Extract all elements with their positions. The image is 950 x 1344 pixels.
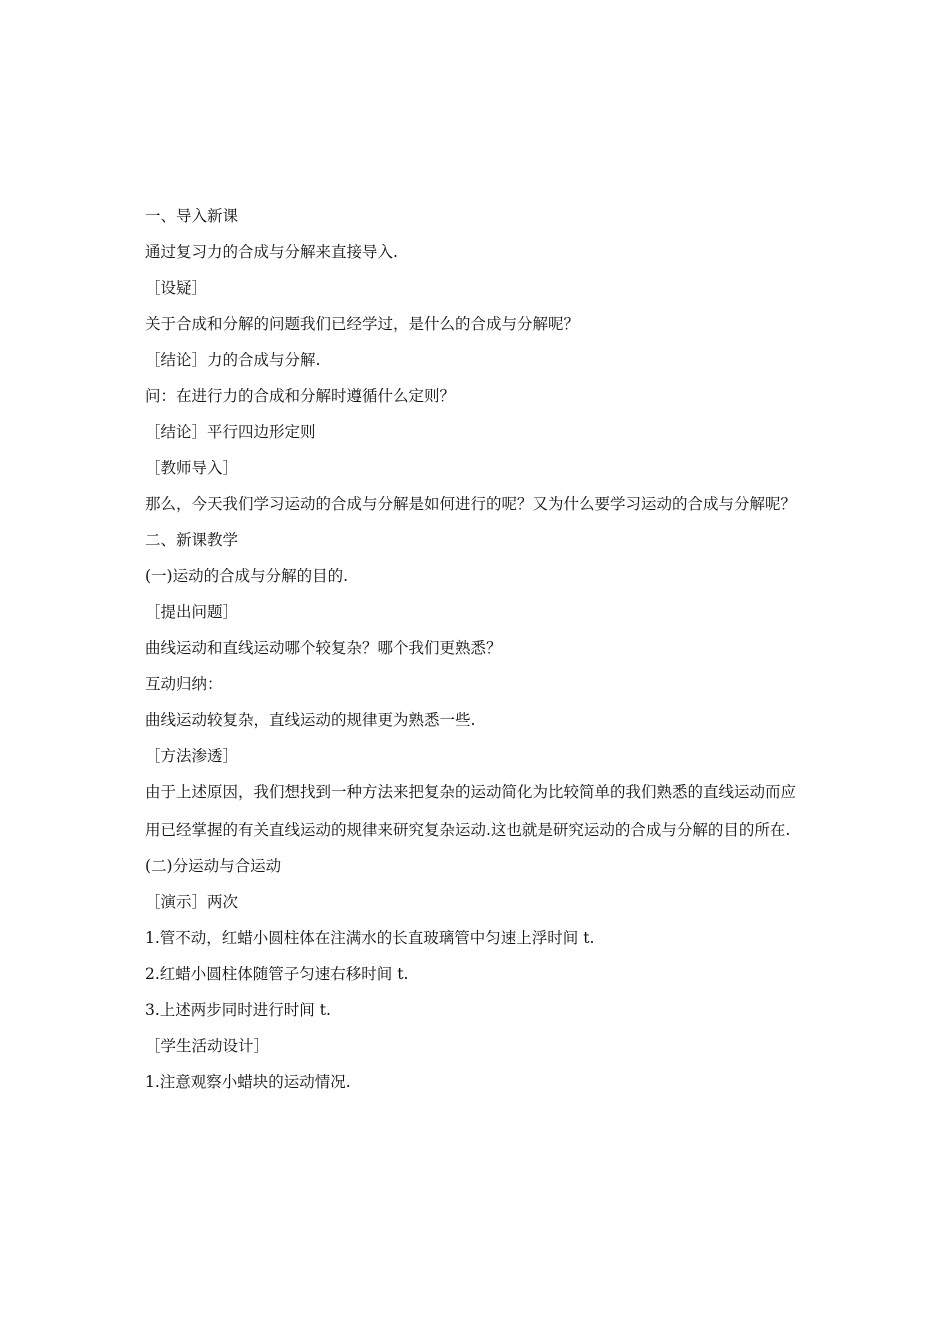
text-line: 关于合成和分解的问题我们已经学过，是什么的合成与分解呢？ xyxy=(145,315,580,333)
paragraph: 那么，今天我们学习运动的合成与分解是如何进行的呢？又为什么要学习运动的合成与分解呢？ xyxy=(145,495,797,513)
document-body xyxy=(145,203,810,1105)
paragraph: 由于上述原因，我们想找到一种方法来把复杂的运动简化为比较简单的我们熟悉的直线运动而应用已经掌握的有关直线运动的规律来研究复杂运动.这也就是研究运动的合成与分解的目的所在. xyxy=(145,783,797,839)
list-item: 3.上述两步同时进行时间 t. xyxy=(145,1001,331,1019)
bracket-label: ［设疑］ xyxy=(145,279,208,297)
subsection-heading: (一)运动的合成与分解的目的. xyxy=(145,567,349,585)
bracket-label: ［教师导入］ xyxy=(145,459,239,477)
text-line: 曲线运动较复杂，直线运动的规律更为熟悉一些. xyxy=(145,711,476,729)
text-line: 问：在进行力的合成和分解时遵循什么定则？ xyxy=(145,387,456,405)
list-item: 2.红蜡小圆柱体随管子匀速右移时间 t. xyxy=(145,965,409,983)
subsection-heading: (二)分运动与合运动 xyxy=(145,857,282,875)
list-item: 1.管不动，红蜡小圆柱体在注满水的长直玻璃管中匀速上浮时间 t. xyxy=(145,929,595,947)
section-heading: 二、新课教学 xyxy=(145,531,239,549)
bracket-label: ［演示］两次 xyxy=(145,893,239,911)
text-line: ［结论］力的合成与分解. xyxy=(145,351,321,369)
text-line: 曲线运动和直线运动哪个较复杂？哪个我们更熟悉？ xyxy=(145,639,502,657)
text-line: 互动归纳： xyxy=(145,675,223,693)
bracket-label: ［提出问题］ xyxy=(145,603,239,621)
bracket-label: ［学生活动设计］ xyxy=(145,1037,270,1055)
section-heading: 一、导入新课 xyxy=(145,207,239,225)
bracket-label: ［方法渗透］ xyxy=(145,747,239,765)
text-line: 通过复习力的合成与分解来直接导入. xyxy=(145,243,398,261)
text-line: ［结论］平行四边形定则 xyxy=(145,423,316,441)
list-item: 1.注意观察小蜡块的运动情况. xyxy=(145,1073,351,1091)
